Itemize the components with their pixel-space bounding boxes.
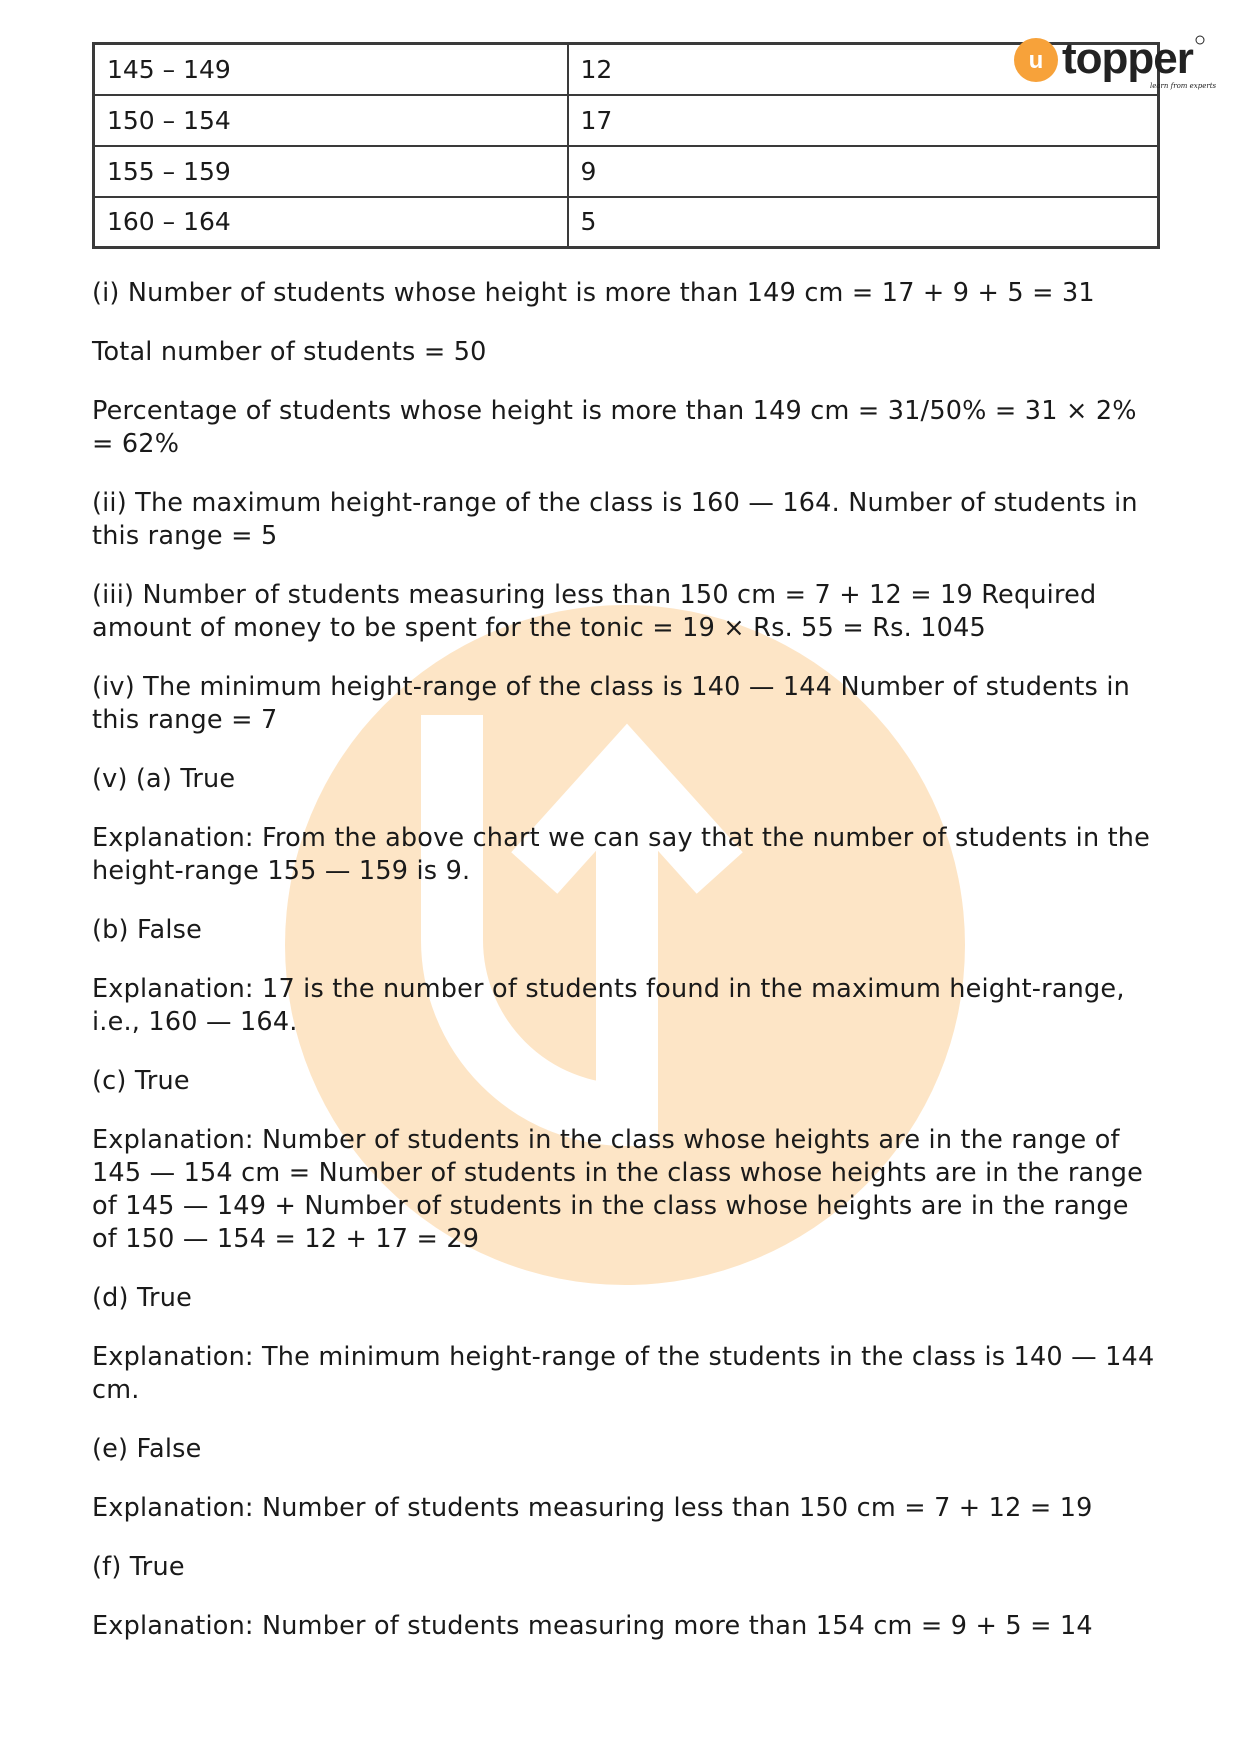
registered-mark-icon xyxy=(1196,36,1204,44)
table-cell-range: 160 – 164 xyxy=(94,197,568,248)
answer-d: (d) True xyxy=(92,1283,192,1313)
answer-i: (i) Number of students whose height is more than 149 cm = 17 + 9 + 5 = 31 xyxy=(92,278,1095,308)
topper-logo xyxy=(1012,34,1217,96)
table-cell-count: 9 xyxy=(568,146,1159,197)
answer-c: (c) True xyxy=(92,1066,190,1096)
answer-b: (b) False xyxy=(92,915,203,945)
answer-iii: (iii) Number of students measuring less than 150 cm = 7 + 12 = 19 Required amount of money to be spent for the tonic = 19 × Rs. 55 = Rs. 1045 xyxy=(92,580,1097,643)
explanation-e: Explanation: Number of students measuring less than 150 cm = 7 + 12 = 19 xyxy=(92,1493,1093,1523)
table-row xyxy=(94,146,1159,197)
logo-wordmark: topper xyxy=(1062,34,1193,83)
table-cell-range: 145 – 149 xyxy=(94,44,568,95)
table-row xyxy=(94,95,1159,146)
table-row xyxy=(94,44,1159,95)
logo-tagline: learn from experts xyxy=(1150,82,1217,90)
logo-letter: u xyxy=(1028,47,1044,74)
answer-e: (e) False xyxy=(92,1434,202,1464)
answer-f: (f) True xyxy=(92,1552,185,1582)
table-cell-count: 12 xyxy=(568,44,1159,95)
explanation-a: Explanation: From the above chart we can say that the number of students in the height-range 155 — 159 is 9. xyxy=(92,823,1151,886)
explanation-d: Explanation: The minimum height-range of the students in the class is 140 — 144 cm. xyxy=(92,1342,1155,1405)
table-cell-count: 5 xyxy=(568,197,1159,248)
table-cell-range: 155 – 159 xyxy=(94,146,568,197)
explanation-b: Explanation: 17 is the number of students found in the maximum height-range, i.e., 160 — 164. xyxy=(92,974,1125,1037)
explanation-c: Explanation: Number of students in the class whose heights are in the range of 145 — 154 cm = Number of students in the class whose heights are in the range of 145 — 149 + Number of students in the class whose heights are in the range of 150 — 154 = 12 + 17 = 29 xyxy=(92,1125,1143,1254)
percentage-line: Percentage of students whose height is more than 149 cm = 31/50% = 31 × 2% = 62% xyxy=(92,396,1137,459)
answer-v-a: (v) (a) True xyxy=(92,764,236,794)
total-students: Total number of students = 50 xyxy=(92,337,487,367)
document-body xyxy=(92,42,1160,1643)
answer-iv: (iv) The minimum height-range of the class is 140 — 144 Number of students in this range = 7 xyxy=(92,672,1130,735)
height-frequency-table xyxy=(92,42,1160,249)
table-cell-range: 150 – 154 xyxy=(94,95,568,146)
explanation-f: Explanation: Number of students measuring more than 154 cm = 9 + 5 = 14 xyxy=(92,1611,1093,1641)
table-cell-count: 17 xyxy=(568,95,1159,146)
answer-ii: (ii) The maximum height-range of the class is 160 — 164. Number of students in this range = 5 xyxy=(92,488,1138,551)
table-row xyxy=(94,197,1159,248)
